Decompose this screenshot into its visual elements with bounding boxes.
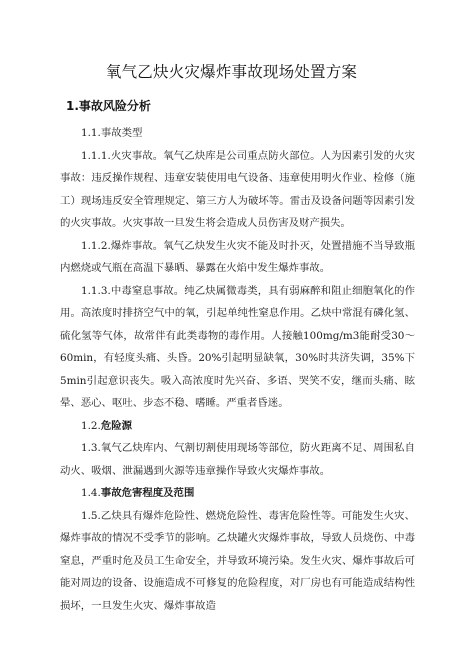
subheading-label: 事故危害程度及范围 <box>100 487 195 499</box>
paragraph-harm-description: 1.5.乙炔具有爆炸危险性、燃烧危险性、毒害危险性等。可能发生火灾、爆炸事故的情况不受季节的影响。乙炔罐火灾爆炸事故，导致人员烧伤、中毒窒息，严重时危及员工生命安全，并导致环境污染。发生火灾、爆炸事故后可能对周边的设备、设施造成不可修复的危险程度，对厂房也有可能造成结构性损坏，一旦发生火灾、爆炸事故造 <box>60 509 415 612</box>
subheading-harm-scope <box>81 482 415 505</box>
paragraph-fire-accident: 1.1.1.火灾事故。氧气乙炔库是公司重点防火部位。人为因素引发的火灾事故：违反操作规程、违章安装使用电气设备、违章使用明火作业、检修（施工）现场违反安全管理规定、第三方人为破坏等。雷击及设备问题等因素引发的火灾事故。火灾事故一旦发生将会造成人员伤害及财产损失。 <box>60 149 415 229</box>
section-heading-risk-analysis: 1.事故风险分析 <box>66 99 151 113</box>
paragraph-hazard-locations: 1.3.氧气乙炔库内、气割切割使用现场等部位，防火距离不足、周围私自动火、吸烟、泄漏遇到火源等违章操作导致火灾爆炸事故。 <box>60 442 415 477</box>
subheading-hazard-source <box>81 415 415 438</box>
paragraph-explosion-accident: 1.1.2.爆炸事故。氧气乙炔发生火灾不能及时扑灭，处置措施不当导致瓶内燃烧或气瓶在高温下暴晒、暴露在火焰中发生爆炸事故。 <box>60 239 415 274</box>
paragraph-poisoning-accident: 1.1.3.中毒窒息事故。纯乙炔属微毒类，具有弱麻醉和阻止细胞氧化的作用。高浓度时排挤空气中的氧，引起单纯性窒息作用。乙炔中常混有磷化氢、硫化氢等气体，故常伴有此类毒物的毒作用。人接触100mg/m3能耐受30～60min，有轻度头痛、头昏。20%引起明显缺氧，30%时共济失调，35%下5min引起意识丧失。吸入高浓度时先兴奋、多语、哭笑不安，继而头痛、眩晕、恶心、呕吐、步态不稳、嗜睡。严重者昏迷。 <box>60 284 415 409</box>
subheading-number: 1.4. <box>81 487 101 499</box>
subheading-accident-types: 1.1.事故类型 <box>81 127 143 139</box>
subheading-label: 危险源 <box>100 419 132 432</box>
document-title: 氧气乙炔火灾爆炸事故现场处置方案 <box>105 63 358 81</box>
document-body <box>60 96 415 617</box>
subheading-number: 1.2. <box>81 419 101 432</box>
